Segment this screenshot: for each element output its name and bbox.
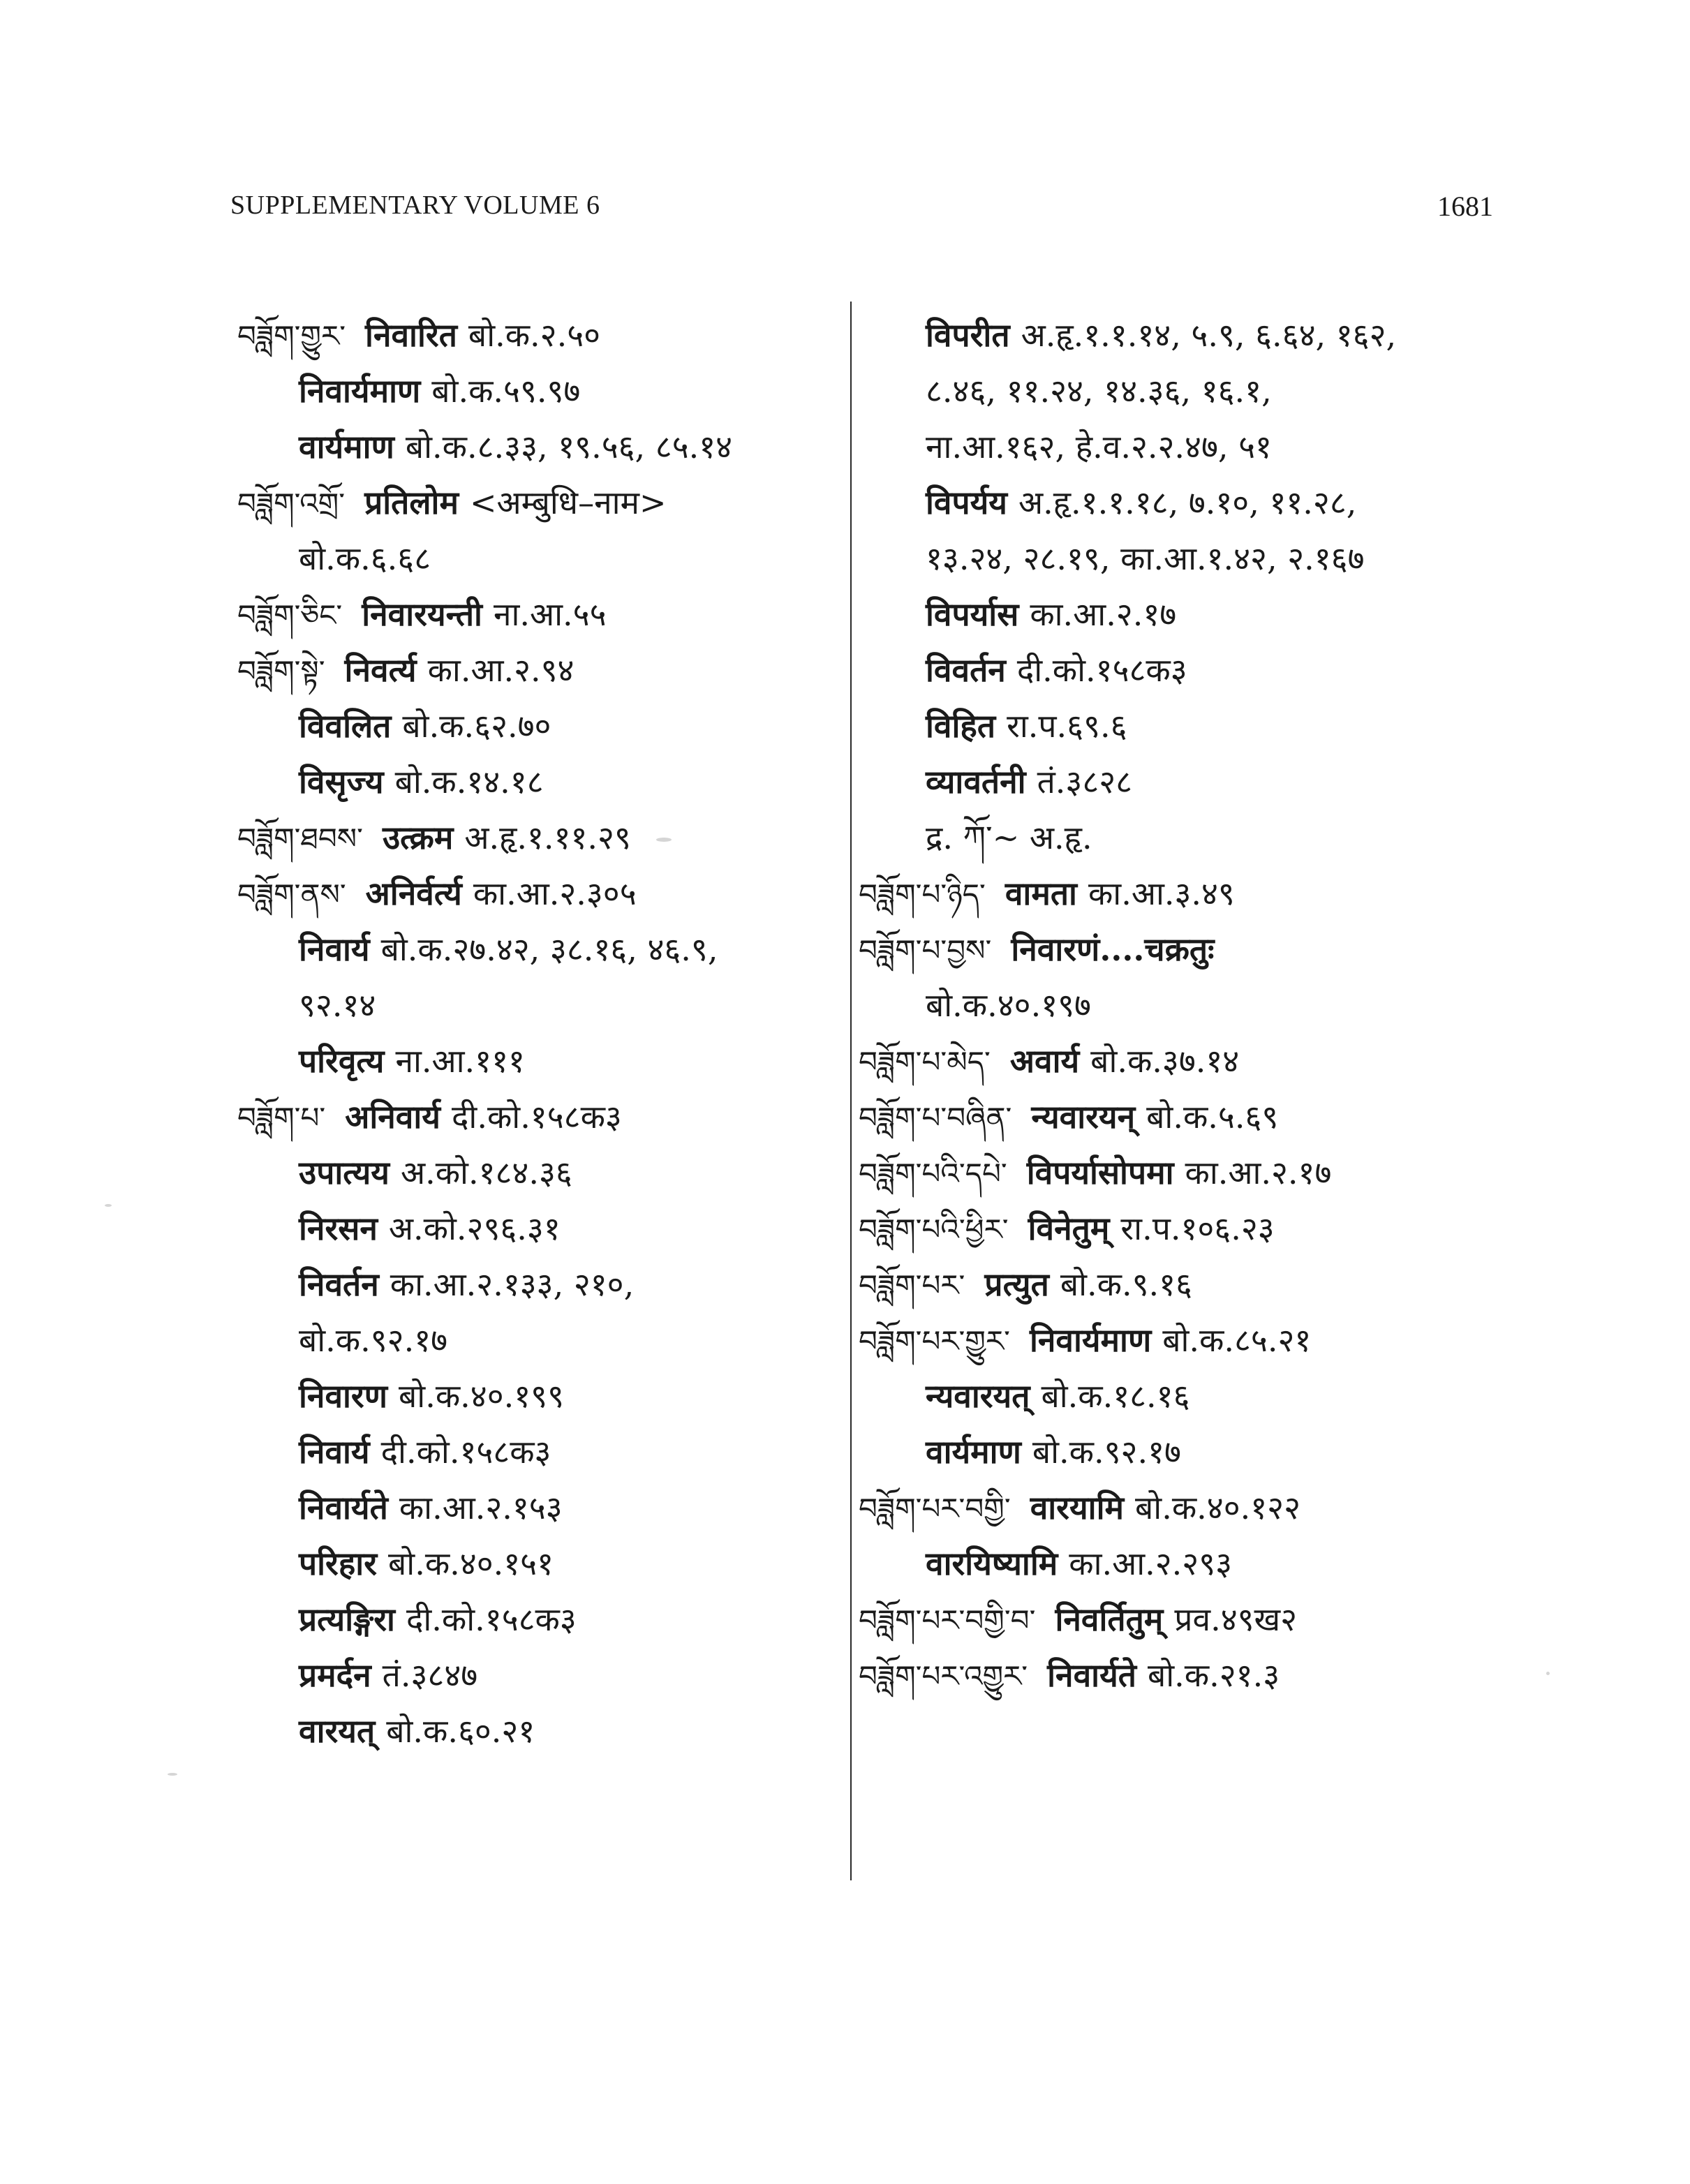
tibetan-headword: བཟློག་པར་འགྱུར་: [859, 1659, 1028, 1693]
entry-line: [859, 419, 1487, 475]
sanskrit-equivalent: वार्यमाण: [299, 428, 394, 466]
entry-line: [237, 1647, 838, 1703]
source-reference: बो.क.४०.१२२: [1135, 1489, 1300, 1526]
entry-line: [859, 1480, 1487, 1536]
tibetan-headword: བཟློག་པར་: [859, 1268, 965, 1302]
scan-speck: [105, 1204, 112, 1207]
running-head: SUPPLEMENTARY VOLUME 6: [230, 191, 600, 220]
tibetan-headword: བཟློག་པ་: [237, 1101, 326, 1135]
right-column: [859, 307, 1487, 1703]
source-reference: का.आ.२.१३३, २१०,: [390, 1265, 635, 1303]
sanskrit-equivalent: व्यावर्तनी: [926, 763, 1026, 801]
sanskrit-equivalent: विपरीत: [926, 316, 1010, 354]
source-reference: ९२.१४: [299, 986, 376, 1024]
tibetan-headword: བཟློག་ནས་: [237, 877, 346, 912]
tibetan-headword: བཟློག་ཅིང་: [237, 598, 343, 632]
column-divider: [850, 302, 852, 1880]
entry-line: [859, 1145, 1487, 1201]
tibetan-headword: བཟློག་པ་མེད་: [859, 1045, 991, 1079]
source-reference: तं.३८४७: [382, 1656, 478, 1694]
entry-line: [859, 1089, 1487, 1145]
source-reference: १३.२४, २८.१९, का.आ.१.४२, २.१६७: [926, 540, 1365, 577]
entry-line: [237, 1536, 838, 1591]
entry-line: [237, 921, 838, 977]
entry-line: [859, 866, 1487, 921]
tibetan-headword: བཟློག་པའི་དཔེ་: [859, 1157, 1007, 1191]
source-reference: बो.क.४०.१९९: [399, 1377, 564, 1415]
source-reference: अ.को.१८४.३६: [400, 1154, 572, 1191]
source-reference: तं.३८२८: [1037, 763, 1133, 801]
source-reference: का.आ.२.९४: [427, 651, 575, 689]
sanskrit-equivalent: परिवृत्य: [299, 1042, 385, 1080]
source-reference: बो.क.६.६८: [299, 540, 431, 577]
sanskrit-equivalent: निरसन: [299, 1210, 378, 1247]
entry-line: [859, 1591, 1487, 1647]
entry-line: [859, 977, 1487, 1033]
tibetan-headword: བཟློག་པར་བགྱི་: [859, 1492, 1011, 1526]
source-reference: बो.क.९.१६: [1060, 1265, 1192, 1303]
entry-line: [237, 586, 838, 642]
entry-line: [859, 642, 1487, 698]
sanskrit-equivalent: निवारयन्ती: [362, 595, 482, 633]
tibetan-headword: བཟློག་གྱུར་: [237, 319, 346, 353]
sanskrit-equivalent: विपर्यय: [926, 484, 1007, 521]
sanskrit-equivalent: विवलित: [299, 707, 392, 745]
entry-line: [859, 1312, 1487, 1368]
entry-line: [237, 1312, 838, 1368]
entry-line: [859, 307, 1487, 363]
tibetan-headword: བཟློག་སྟེ་: [237, 654, 325, 688]
sanskrit-equivalent: वारयत्: [299, 1712, 376, 1750]
source-reference: रा.प.६९.६: [1007, 707, 1127, 745]
sanskrit-equivalent: उत्क्रम: [382, 819, 454, 856]
entry-line: [237, 1703, 838, 1759]
source-reference: बो.क.९२.१७: [1032, 1433, 1181, 1471]
sanskrit-equivalent: निवर्तन: [299, 1265, 379, 1303]
sanskrit-equivalent: वारयिष्यामि: [926, 1545, 1058, 1582]
source-reference: ना.आ.१६२, हे.व.२.२.४७, ५१: [926, 428, 1272, 466]
entry-line: [237, 1145, 838, 1201]
source-reference: दी.को.१५८क३: [451, 1098, 622, 1136]
scan-speck: [168, 1773, 177, 1776]
entry-line: [237, 1033, 838, 1089]
source-reference: प्रव.४९ख२: [1174, 1600, 1298, 1638]
entry-line: [237, 1201, 838, 1256]
sanskrit-equivalent: निवार्यमाण: [1029, 1321, 1152, 1359]
source-reference: दी.को.१५८क३: [1016, 651, 1187, 689]
sanskrit-equivalent: उपात्यय: [299, 1154, 390, 1191]
entry-line: [237, 754, 838, 810]
entry-line: [859, 1368, 1487, 1424]
tibetan-headword: བཟློག་འགྲོ་: [237, 486, 346, 521]
entry-line: [237, 977, 838, 1033]
entry-line: [859, 1201, 1487, 1256]
entry-line: [237, 1424, 838, 1480]
source-reference: बो.क.४०.१९७: [926, 986, 1091, 1024]
source-reference: बो.क.४०.१५१: [388, 1545, 554, 1582]
source-reference: ना.आ.५५: [493, 595, 607, 633]
source-reference: का.आ.२.१७: [1185, 1154, 1332, 1191]
page-number: 1681: [1437, 191, 1493, 222]
sanskrit-equivalent: निवारणं....चक्रतुः: [1011, 930, 1215, 968]
entry-line: [859, 754, 1487, 810]
tibetan-headword: བཟློག་པར་གྱུར་: [859, 1324, 1010, 1358]
sanskrit-equivalent: अनिवार्य: [345, 1098, 440, 1136]
source-reference: बो.क.२१.३: [1147, 1656, 1280, 1694]
entry-line: [237, 530, 838, 586]
sanskrit-equivalent: निवार्यमाण: [299, 372, 421, 410]
entry-line: [237, 1480, 838, 1536]
source-reference: का.आ.२.१७: [1030, 595, 1177, 633]
tibetan-headword: བཟློག་པ་ཉིད་: [859, 877, 986, 912]
sanskrit-equivalent: वार्यमाण: [926, 1433, 1021, 1471]
source-reference: बो.क.८.३३, १९.५६, ८५.१४: [405, 428, 733, 466]
sanskrit-equivalent: निवारण: [299, 1377, 388, 1415]
sanskrit-equivalent: विपर्यासोपमा: [1026, 1154, 1174, 1191]
source-reference: बो.क.६२.७०: [402, 707, 551, 745]
source-reference: रा.प.१०६.२३: [1120, 1210, 1275, 1247]
entry-line: [859, 530, 1487, 586]
entry-line: [237, 363, 838, 419]
source-reference: बो.क.९२.१७: [299, 1321, 448, 1359]
source-reference: का.आ.२.३०५: [473, 875, 637, 912]
tibetan-headword: བཟློག་པ་བཞིན་: [859, 1101, 1012, 1135]
tibetan-headword: བཟློག་པ་བྱས་: [859, 933, 992, 967]
sanskrit-equivalent: विहित: [926, 707, 996, 745]
tibetan-headword: བཟློག་པར་བགྱི་བ་: [859, 1603, 1036, 1637]
source-reference: का.आ.२.१५३: [399, 1489, 563, 1526]
sanskrit-equivalent: निवार्य: [299, 930, 370, 968]
source-reference: बो.क.८५.२१: [1162, 1321, 1312, 1359]
source-reference: ८.४६, ११.२४, १४.३६, १६.१,: [926, 372, 1272, 410]
entry-line: [237, 1368, 838, 1424]
sanskrit-equivalent: प्रत्यङ्गिरा: [299, 1600, 395, 1638]
sanskrit-equivalent: निवर्त्य: [344, 651, 417, 689]
sanskrit-equivalent: प्रमर्दन: [299, 1656, 371, 1694]
sanskrit-equivalent: निवर्तितुम्: [1055, 1600, 1164, 1638]
sanskrit-equivalent: विसृज्य: [299, 763, 384, 801]
source-reference: दी.को.१५८क३: [406, 1600, 577, 1638]
scan-speck: [1546, 1672, 1550, 1675]
sanskrit-equivalent: विवर्तन: [926, 651, 1006, 689]
sanskrit-equivalent: न्यवारयन्: [1031, 1098, 1136, 1136]
entry-line: [859, 1424, 1487, 1480]
sanskrit-equivalent: वारयामि: [1030, 1489, 1125, 1526]
sanskrit-equivalent: विनेतुम्: [1028, 1210, 1110, 1247]
entry-line: [859, 363, 1487, 419]
sanskrit-equivalent: प्रत्युत: [984, 1265, 1049, 1303]
source-reference: का.आ.२.२९३: [1069, 1545, 1233, 1582]
entry-line: [237, 1591, 838, 1647]
source-reference: बो.क.२.५०: [468, 316, 601, 354]
source-reference: अ.हृ.१.१.१४, ५.९, ६.६४, १६२,: [1021, 316, 1397, 354]
sanskrit-equivalent: अनिर्वर्त्य: [365, 875, 462, 912]
source-reference: बो.क.५९.९७: [431, 372, 581, 410]
entry-line: [859, 1033, 1487, 1089]
left-column: [237, 307, 838, 1759]
entry-line: [237, 475, 838, 530]
entry-line: [237, 866, 838, 921]
entry-line: [859, 921, 1487, 977]
entry-line: [237, 419, 838, 475]
sanskrit-equivalent: वामता: [1005, 875, 1077, 912]
source-reference: अ.हृ.१.१.१८, ७.१०, ११.२८,: [1018, 484, 1357, 521]
source-reference: द्र. ཀོ་~ अ.हृ.: [926, 819, 1092, 856]
entry-line: [237, 1256, 838, 1312]
source-reference: बो.क.५.६९: [1146, 1098, 1279, 1136]
sanskrit-equivalent: अवार्य: [1009, 1042, 1080, 1080]
entry-line: [859, 1536, 1487, 1591]
sanskrit-equivalent: परिहार: [299, 1545, 378, 1582]
source-reference: दी.को.१५८क३: [380, 1433, 551, 1471]
source-reference: बो.क.१८.१६: [1041, 1377, 1190, 1415]
entry-line: [237, 1089, 838, 1145]
source-reference: बो.क.३७.१४: [1090, 1042, 1240, 1080]
entry-line: [237, 642, 838, 698]
entry-line: [237, 698, 838, 754]
entry-line: [859, 698, 1487, 754]
source-reference: बो.क.२७.४२, ३८.१६, ४६.९,: [380, 930, 718, 968]
entry-line: [237, 307, 838, 363]
source-reference: बो.क.६०.२१: [386, 1712, 535, 1750]
scan-speck: [656, 838, 672, 842]
sanskrit-equivalent: निवार्य: [299, 1433, 370, 1471]
entry-line: [859, 475, 1487, 530]
sanskrit-equivalent: निवार्यते: [299, 1489, 388, 1526]
sanskrit-equivalent: न्यवारयत्: [926, 1377, 1030, 1415]
sanskrit-equivalent: निवार्यते: [1047, 1656, 1136, 1694]
source-reference: <अम्बुधि–नाम>: [469, 484, 667, 521]
entry-line: [237, 810, 838, 866]
source-reference: का.आ.३.४९: [1088, 875, 1235, 912]
entry-line: [859, 1647, 1487, 1703]
sanskrit-equivalent: प्रतिलोम: [364, 484, 459, 521]
tibetan-headword: བཟློག་ཐབས་: [237, 822, 363, 856]
source-reference: बो.क.१४.१८: [394, 763, 544, 801]
tibetan-headword: བཟློག་པའི་ཕྱིར་: [859, 1212, 1009, 1247]
entry-line: [859, 586, 1487, 642]
sanskrit-equivalent: विपर्यास: [926, 595, 1019, 633]
sanskrit-equivalent: निवारित: [365, 316, 457, 354]
entry-line: [859, 810, 1487, 866]
entry-line: [859, 1256, 1487, 1312]
source-reference: अ.हृ.१.११.२९: [464, 819, 631, 856]
source-reference: ना.आ.१११: [395, 1042, 525, 1080]
source-reference: अ.को.२९६.३१: [388, 1210, 561, 1247]
